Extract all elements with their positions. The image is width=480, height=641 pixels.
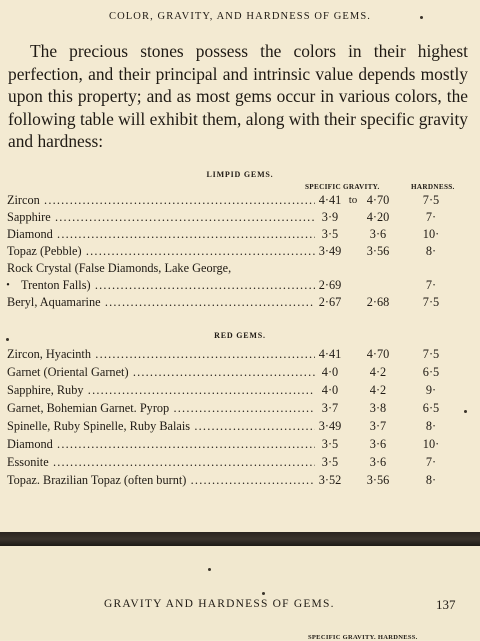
- next-page-column-headers: SPECIFIC GRAVITY. HARDNESS.: [308, 634, 418, 641]
- table-row: [7, 226, 477, 243]
- hardness-value: 7·: [425, 278, 437, 292]
- hardness-value: 8·: [425, 419, 437, 433]
- table-row: [7, 382, 477, 399]
- ink-speck: [208, 568, 211, 571]
- gem-name: Zircon .....: [7, 192, 315, 209]
- gem-name: Sapphire .....: [7, 209, 315, 226]
- gravity-high: 4·2: [369, 365, 387, 379]
- hardness-value: 8·: [425, 473, 437, 487]
- page-number: 137: [436, 597, 456, 612]
- gravity-low: 4·0: [321, 365, 339, 379]
- table-row: [7, 243, 477, 260]
- table-row: [7, 472, 477, 489]
- gem-name: Spinelle, Ruby Spinelle, Ruby Balais .....: [7, 418, 315, 435]
- gravity-low: 4·41: [318, 193, 342, 207]
- gravity-high: 3·56: [366, 473, 390, 487]
- section-title-red: RED GEMS.: [214, 331, 266, 340]
- ink-speck: [262, 592, 265, 595]
- intro-text: The precious stones possess the colors in their highest perfection, and their principal and intrinsic value depends mostly upon this property; and as most gems occur in various colors, the following table will exhibit them, along with their specific gravity and hardness:: [8, 41, 468, 151]
- table-row: [7, 277, 477, 294]
- gravity-high: 4·70: [366, 347, 390, 361]
- gravity-high: 4·70: [366, 193, 390, 207]
- page-bottom: [0, 546, 480, 640]
- table-row: [7, 294, 477, 311]
- gravity-low: 3·49: [318, 419, 342, 433]
- section-title-limpid: LIMPID GEMS.: [206, 170, 274, 179]
- gravity-low: 3·7: [321, 401, 339, 415]
- table-row: [7, 192, 477, 209]
- table-row: [7, 209, 477, 226]
- gravity-low: 2·69: [318, 278, 342, 292]
- table-row: [7, 418, 477, 435]
- table-row: [7, 364, 477, 381]
- gravity-high: 4·2: [369, 383, 387, 397]
- gem-name: Diamond .....: [7, 436, 315, 453]
- gem-name: Diamond .....: [7, 226, 315, 243]
- hardness-value: 9·: [425, 383, 437, 397]
- gem-name: Topaz (Pebble) .....: [7, 243, 315, 260]
- ink-speck: [464, 410, 467, 413]
- gravity-high: 3·7: [369, 419, 387, 433]
- gravity-high: 3·6: [369, 455, 387, 469]
- ink-speck: [420, 16, 423, 19]
- table-row: [7, 400, 477, 417]
- gravity-high: 3·56: [366, 244, 390, 258]
- gem-name: Topaz. Brazilian Topaz (often burnt) .....: [7, 472, 315, 489]
- gravity-range-word: to: [348, 194, 358, 206]
- gem-name: Rock Crystal (False Diamonds, Lake George,: [7, 261, 232, 275]
- gem-name: Garnet, Bohemian Garnet. Pyrop .....: [7, 400, 315, 417]
- hardness-value: 7·5: [422, 193, 440, 207]
- hardness-value: 6·5: [422, 401, 440, 415]
- hardness-value: 10·: [422, 437, 440, 451]
- bullet-mark: •: [6, 280, 10, 291]
- gem-name: Trenton Falls) .....: [21, 277, 315, 294]
- hardness-value: 10·: [422, 227, 440, 241]
- gravity-low: 3·9: [321, 210, 339, 224]
- gem-name: Sapphire, Ruby .....: [7, 382, 315, 399]
- page-gutter-band: [0, 532, 480, 546]
- gravity-high: 3·8: [369, 401, 387, 415]
- hardness-value: 7·: [425, 210, 437, 224]
- gravity-low: 3·5: [321, 437, 339, 451]
- gravity-low: 3·5: [321, 455, 339, 469]
- gravity-high: 4·20: [366, 210, 390, 224]
- gem-name: Garnet (Oriental Garnet) .....: [7, 364, 315, 381]
- column-header-gravity: SPECIFIC GRAVITY.: [305, 183, 380, 191]
- table-row: [7, 260, 477, 277]
- gem-name: Zircon, Hyacinth .....: [7, 346, 315, 363]
- gravity-high: 3·6: [369, 227, 387, 241]
- next-page-running-head: GRAVITY AND HARDNESS OF GEMS.: [104, 598, 335, 610]
- hardness-value: 8·: [425, 244, 437, 258]
- gravity-low: 3·49: [318, 244, 342, 258]
- table-row: [7, 436, 477, 453]
- running-head: COLOR, GRAVITY, AND HARDNESS OF GEMS.: [108, 11, 371, 22]
- gravity-low: 3·5: [321, 227, 339, 241]
- table-row: [7, 454, 477, 471]
- hardness-value: 6·5: [422, 365, 440, 379]
- hardness-value: 7·5: [422, 295, 440, 309]
- gem-name: Essonite .....: [7, 454, 315, 471]
- intro-paragraph: [8, 40, 468, 153]
- gravity-low: 4·0: [321, 383, 339, 397]
- gravity-low: 2·67: [318, 295, 342, 309]
- column-header-hardness: HARDNESS.: [411, 183, 455, 191]
- gem-name: Beryl, Aquamarine .....: [7, 294, 315, 311]
- hardness-value: 7·5: [422, 347, 440, 361]
- gravity-high: 2·68: [366, 295, 390, 309]
- table-row: [7, 346, 477, 363]
- ink-speck: [6, 338, 9, 341]
- gravity-high: 3·6: [369, 437, 387, 451]
- gravity-low: 3·52: [318, 473, 342, 487]
- gravity-low: 4·41: [318, 347, 342, 361]
- hardness-value: 7·: [425, 455, 437, 469]
